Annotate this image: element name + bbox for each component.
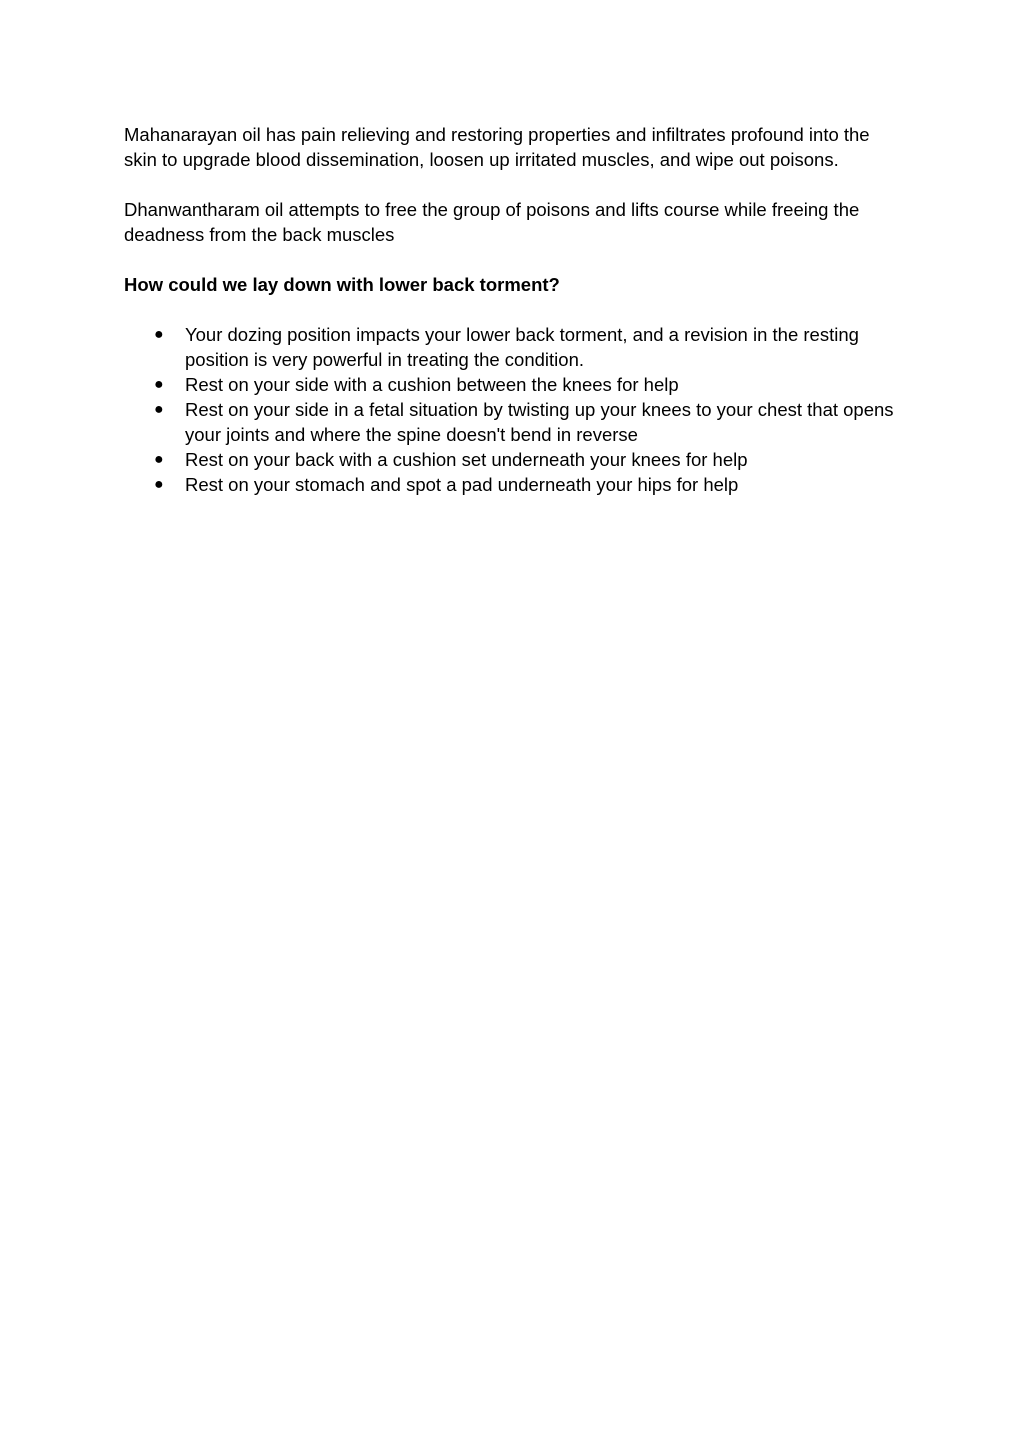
bullet-icon: ● <box>154 326 164 343</box>
paragraph-mahanarayan-oil: Mahanarayan oil has pain relieving and restoring properties and infiltrates profound into the skin to upgrade blood dissemination, loosen up irritated muscles, and wipe out poisons. <box>124 124 870 170</box>
bullet-icon: ● <box>154 451 164 468</box>
section-heading: How could we lay down with lower back torment? <box>124 274 560 295</box>
list-item-text: Your dozing position impacts your lower back torment, and a revision in the resting position is very powerful in treating the condition. <box>185 324 859 370</box>
list-item <box>124 322 904 372</box>
list-item-text: Rest on your side with a cushion between the knees for help <box>185 374 679 395</box>
bullet-icon: ● <box>154 476 164 493</box>
bullet-icon: ● <box>154 401 164 418</box>
document-body <box>124 122 904 497</box>
bullet-icon: ● <box>154 376 164 393</box>
list-item-text: Rest on your back with a cushion set underneath your knees for help <box>185 449 748 470</box>
bullet-list <box>124 322 904 497</box>
paragraph-dhanwantharam-oil: Dhanwantharam oil attempts to free the group of poisons and lifts course while freeing the deadness from the back muscles <box>124 199 860 245</box>
list-item <box>124 397 904 447</box>
list-item <box>124 372 904 397</box>
list-item <box>124 447 904 472</box>
list-item-text: Rest on your side in a fetal situation by twisting up your knees to your chest that opens your joints and where the spine doesn't bend in reverse <box>185 399 894 445</box>
list-item <box>124 472 904 497</box>
list-item-text: Rest on your stomach and spot a pad underneath your hips for help <box>185 474 739 495</box>
